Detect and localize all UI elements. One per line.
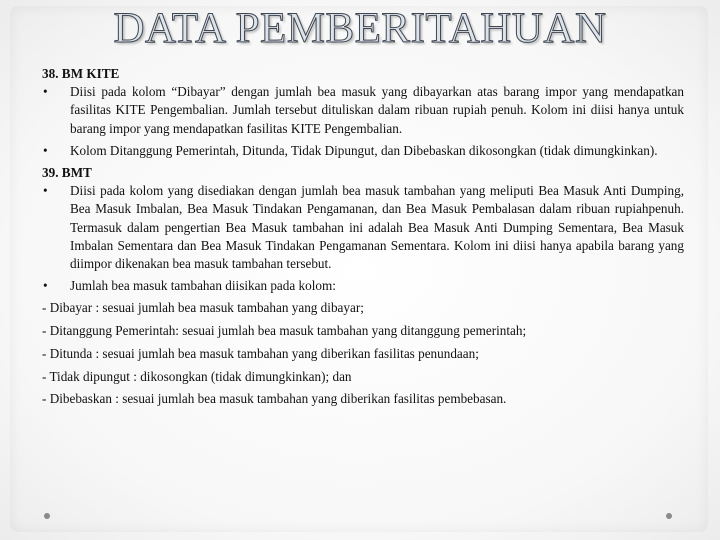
bullet-item: • Kolom Ditanggung Pemerintah, Ditunda, Tidak Dipungut, dan Dibebaskan dikosongkan (tidak dimungkinkan). bbox=[42, 142, 684, 160]
bullet-item: • Diisi pada kolom yang disediakan dengan jumlah bea masuk tambahan yang meliputi Bea Masuk Anti Dumping, Bea Masuk Imbalan, Bea Masuk Tindakan Pengamanan, dan Bea Masuk Pembalasan dalam ribuan rupiahpenuh. Termasuk dalam pengertian Bea Masuk tambahan ini adalah Bea Masuk Anti Dumping Sementara, Bea Masuk Imbalan Sementara dan Bea Masuk Tindakan Pengamanan Sementara. Kolom ini diisi hanya apabila barang yang diimpor dikenakan bea masuk tambahan tersebut. bbox=[42, 182, 684, 273]
bullet-item: • Diisi pada kolom “Dibayar” dengan jumlah bea masuk yang dibayarkan atas barang impor yang mendapatkan fasilitas KITE Pengembalian. Jumlah tersebut dituliskan dalam ribuan rupiah penuh. Kolom ini diisi hanya untuk barang impor yang mendapatkan fasilitas KITE Pengembalian. bbox=[42, 83, 684, 138]
section-heading-bmt: 39. BMT bbox=[42, 165, 92, 181]
section-heading-bm-kite: 38. BM KITE bbox=[42, 66, 120, 81]
dash-item: - Ditanggung Pemerintah: sesuai jumlah bea masuk tambahan yang ditanggung pemerintah; bbox=[42, 323, 527, 339]
corner-dot-icon bbox=[44, 513, 50, 519]
corner-dot-icon bbox=[666, 513, 672, 519]
dash-item: - Dibebaskan : sesuai jumlah bea masuk tambahan yang diberikan fasilitas pembebasan. bbox=[42, 391, 507, 407]
bullet-item: • Jumlah bea masuk tambahan diisikan pada kolom: bbox=[42, 277, 684, 295]
slide-content bbox=[42, 65, 684, 413]
dash-item: - Tidak dipungut : dikosongkan (tidak dimungkinkan); dan bbox=[42, 368, 352, 384]
dash-list bbox=[42, 299, 684, 408]
dash-item: - Ditunda : sesuai jumlah bea masuk tambahan yang diberikan fasilitas penundaan; bbox=[42, 345, 479, 361]
dash-item: - Dibayar : sesuai jumlah bea masuk tambahan yang dibayar; bbox=[42, 300, 364, 316]
slide-title: DATA PEMBERITAHUAN bbox=[113, 5, 607, 52]
